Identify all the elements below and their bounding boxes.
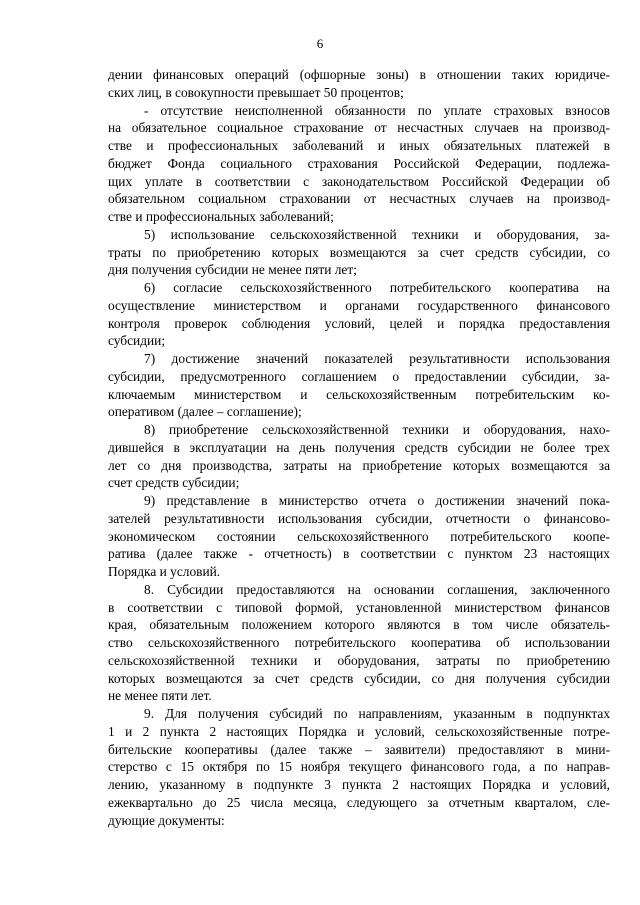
text-line: счет средств субсидии; — [108, 475, 240, 491]
text-line: 6) согласие сельскохозяйственного потребительского кооператива на — [144, 280, 611, 295]
text-line: на обязательное социальное страхование от несчастных случаев на производ- — [108, 120, 610, 136]
text-line: лению, указанному в подпункте 3 пункта 2 настоящих Порядка и условий, — [108, 777, 611, 792]
text-line: щих уплате в соответствии с законодательством Российской Федерации об — [108, 173, 610, 189]
text-line: не менее пяти лет. — [108, 688, 212, 704]
text-line: обязательном социальном страховании от несчастных случаев на производ- — [108, 191, 611, 207]
text-line: зателей результативности использования субсидии, отчетности о финансово- — [108, 510, 610, 526]
text-line: края, обязательным положением которого являются в том числе обязатель- — [108, 617, 611, 633]
text-line: лет со дня производства, затраты на приобретение которых возмещаются за — [108, 457, 611, 473]
text-line: оперативом (далее – соглашение); — [108, 404, 302, 420]
text-line: ратива (далее также - отчетность) в соответствии с пунктом 23 настоящих — [108, 546, 610, 562]
text-line: - отсутствие неисполненной обязанности по уплате страховых взносов — [144, 102, 611, 118]
text-line: экономическом состоянии сельскохозяйственного потребительского коопе- — [108, 528, 610, 544]
text-line: бительские кооперативы (далее также – заявители) предоставляют в мини- — [108, 741, 611, 757]
text-line: стве и профессиональных заболеваний и иных обязательных платежей в — [108, 138, 611, 153]
text-line: контроля проверок соблюдения условий, целей и порядка предоставления — [108, 315, 611, 331]
text-line: 8) приобретение сельскохозяйственной техники и оборудования, нахо- — [144, 422, 611, 437]
text-line: стерство с 15 октября по 15 ноября текущего финансового года, а по направ- — [108, 759, 611, 775]
text-line: 9. Для получения субсидий по направлениям, указанным в подпунктах — [144, 706, 611, 721]
text-line: ключаемым министерством и сельскохозяйственным потребительским ко- — [108, 386, 610, 402]
page-number: 6 — [316, 36, 324, 51]
text-line: в соответствии с типовой формой, установленной министерством финансов — [108, 599, 610, 615]
text-line: Порядка и условий. — [108, 564, 221, 579]
text-line: дении финансовых операций (офшорные зоны) в отношении таких юридиче- — [108, 67, 611, 82]
text-line: 7) достижение значений показателей результативности использования — [144, 351, 610, 366]
text-line: стве и профессиональных заболеваний; — [108, 209, 334, 224]
text-line: траты по приобретению которых возмещаются за счет средств субсидии, со — [108, 244, 610, 260]
text-line: сельскохозяйственной техники и оборудования, затраты по приобретению — [108, 652, 610, 668]
text-line: субсидии; — [108, 333, 166, 349]
text-line: ство сельскохозяйственного потребительского кооператива об использовании — [108, 635, 610, 650]
text-line: 1 и 2 пункта 2 настоящих Порядка и условий, сельскохозяйственные потре- — [108, 723, 611, 739]
text-line: осуществление министерством и органами государственного финансового — [108, 297, 611, 313]
text-line: которых возмещаются за счет средств субсидии, со дня получения субсидии — [108, 670, 610, 686]
text-line: 9) представление в министерство отчета о достижении значений пока- — [144, 493, 611, 508]
text-line: ских лиц, в совокупности превышает 50 процентов; — [108, 84, 404, 100]
text-line: ежеквартально до 25 числа месяца, следующего за отчетным кварталом, сле- — [108, 794, 611, 810]
text-line: 8. Субсидии предоставляются на основании соглашения, заключенного — [144, 581, 610, 597]
document-body — [108, 66, 610, 829]
text-line: 5) использование сельскохозяйственной техники и оборудования, за- — [144, 226, 611, 242]
text-line: бюджет Фонда социального страхования Российской Федерации, подлежа- — [108, 155, 611, 171]
text-line: дующие документы: — [108, 812, 225, 828]
text-line: дня получения субсидии не менее пяти лет; — [108, 262, 357, 278]
text-line: субсидии, предусмотренного соглашением о предоставлении субсидии, за- — [108, 368, 611, 384]
text-line: дившейся в эксплуатации на день получения средств субсидии не более трех — [108, 439, 610, 455]
